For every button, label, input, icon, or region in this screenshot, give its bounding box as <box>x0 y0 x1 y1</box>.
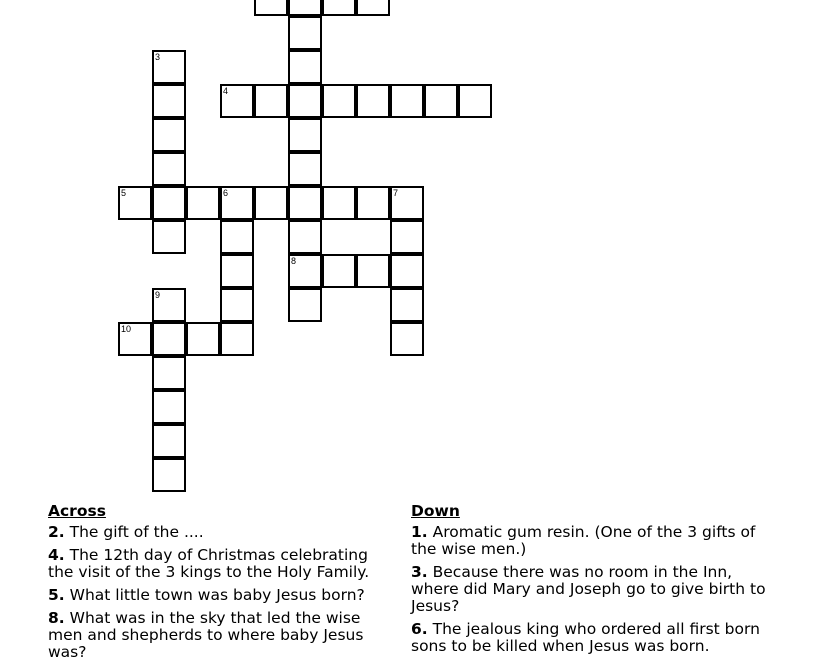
grid-cell[interactable] <box>186 322 220 356</box>
grid-cell[interactable] <box>288 16 322 50</box>
grid-cell[interactable] <box>390 220 424 254</box>
grid-cell[interactable] <box>152 186 186 220</box>
grid-cell[interactable] <box>186 186 220 220</box>
grid-cell[interactable] <box>390 84 424 118</box>
grid-cell[interactable] <box>390 254 424 288</box>
grid-cell[interactable] <box>356 186 390 220</box>
clue-text: Because there was no room in the Inn, where did Mary and Joseph go to give birth to Jesus? <box>411 563 766 615</box>
clue-number-label: 9 <box>155 290 161 300</box>
across-clue <box>48 587 396 604</box>
clue-number: 4. <box>48 546 65 564</box>
clue-text: The jealous king who ordered all first born sons to be killed when Jesus was born. <box>411 620 760 655</box>
grid-cell[interactable] <box>322 254 356 288</box>
grid-cell[interactable] <box>254 0 288 16</box>
grid-cell[interactable] <box>356 254 390 288</box>
grid-cell[interactable] <box>254 84 288 118</box>
grid-cell[interactable] <box>220 254 254 288</box>
clue-number: 5. <box>48 586 65 604</box>
grid-cell[interactable] <box>356 84 390 118</box>
clue-number-label: 4 <box>223 86 229 96</box>
clue-text: What was in the sky that led the wise men and shepherds to where baby Jesus was? <box>48 609 364 661</box>
grid-cell[interactable] <box>288 186 322 220</box>
grid-cell[interactable] <box>254 186 288 220</box>
grid-cell[interactable] <box>152 220 186 254</box>
grid-cell[interactable] <box>424 84 458 118</box>
clue-number-label: 5 <box>121 188 127 198</box>
grid-cell[interactable] <box>152 50 186 84</box>
grid-cell[interactable] <box>288 288 322 322</box>
down-clue <box>411 564 781 615</box>
grid-cell[interactable] <box>152 288 186 322</box>
clue-number: 2. <box>48 523 65 541</box>
grid-cell[interactable] <box>288 220 322 254</box>
grid-cell[interactable] <box>322 186 356 220</box>
across-clue <box>48 610 396 661</box>
down-heading: Down <box>411 502 460 520</box>
grid-cell[interactable] <box>288 152 322 186</box>
grid-cell[interactable] <box>220 84 254 118</box>
clue-number-label: 7 <box>393 188 399 198</box>
clue-number-label: 10 <box>121 324 132 334</box>
grid-cell[interactable] <box>288 50 322 84</box>
grid-cell[interactable] <box>118 186 152 220</box>
across-clue <box>48 524 396 541</box>
clue-number: 1. <box>411 523 428 541</box>
clue-text: The 12th day of Christmas celebrating the visit of the 3 kings to the Holy Family. <box>48 546 370 581</box>
grid-cell[interactable] <box>152 356 186 390</box>
grid-cell[interactable] <box>288 84 322 118</box>
grid-cell[interactable] <box>220 322 254 356</box>
grid-cell[interactable] <box>288 254 322 288</box>
grid-cell[interactable] <box>288 0 322 16</box>
grid-cell[interactable] <box>220 186 254 220</box>
grid-cell[interactable] <box>152 322 186 356</box>
clue-number: 8. <box>48 609 65 627</box>
grid-cell[interactable] <box>152 152 186 186</box>
across-heading: Across <box>48 502 106 520</box>
grid-cell[interactable] <box>152 424 186 458</box>
down-clues <box>411 503 781 661</box>
grid-cell[interactable] <box>458 84 492 118</box>
grid-cell[interactable] <box>220 220 254 254</box>
clue-number-label: 3 <box>155 52 161 62</box>
across-clue <box>48 547 396 581</box>
grid-cell[interactable] <box>288 118 322 152</box>
grid-cell[interactable] <box>322 0 356 16</box>
grid-cell[interactable] <box>390 186 424 220</box>
clue-number: 6. <box>411 620 428 638</box>
grid-cell[interactable] <box>390 322 424 356</box>
grid-cell[interactable] <box>390 288 424 322</box>
clue-text: The gift of the .... <box>69 523 204 541</box>
down-clue <box>411 621 781 655</box>
grid-cell[interactable] <box>152 390 186 424</box>
clue-text: What little town was baby Jesus born? <box>69 586 365 604</box>
grid-cell[interactable] <box>152 458 186 492</box>
grid-cell[interactable] <box>118 322 152 356</box>
grid-cell[interactable] <box>152 84 186 118</box>
across-clues <box>48 503 396 667</box>
grid-cell[interactable] <box>220 288 254 322</box>
clue-number-label: 8 <box>291 256 297 266</box>
grid-cell[interactable] <box>152 118 186 152</box>
grid-cell[interactable] <box>356 0 390 16</box>
clue-number: 3. <box>411 563 428 581</box>
clue-text: Aromatic gum resin. (One of the 3 gifts of the wise men.) <box>411 523 756 558</box>
down-clue <box>411 524 781 558</box>
clue-number-label: 6 <box>223 188 229 198</box>
grid-cell[interactable] <box>322 84 356 118</box>
